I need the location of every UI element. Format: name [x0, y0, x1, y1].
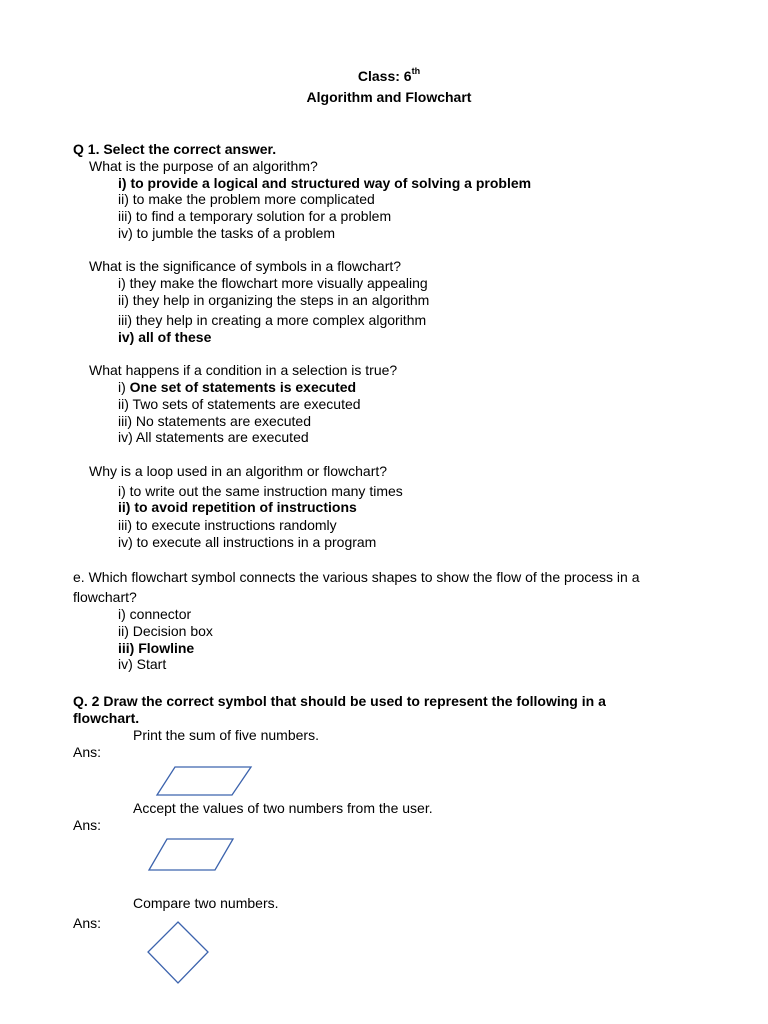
diamond-icon: [148, 922, 208, 983]
ans-label: Ans:: [73, 817, 102, 833]
question-text: What is the significance of symbols in a flowchart?: [89, 258, 402, 274]
answer-option: iv) to jumble the tasks of a problem: [118, 225, 336, 241]
q2-heading: Q. 2 Draw the correct symbol that should be used to represent the following in a: [73, 693, 606, 709]
q1-heading: Q 1. Select the correct answer.: [73, 141, 277, 157]
question-text: What is the purpose of an algorithm?: [89, 158, 318, 174]
answer-option: iii) to find a temporary solution for a problem: [118, 208, 392, 224]
ans-label: Ans:: [73, 744, 102, 760]
answer-option: iv) to execute all instructions in a program: [118, 534, 377, 550]
answer-option: ii) Decision box: [118, 623, 213, 639]
answer-option: ii) Two sets of statements are executed: [118, 396, 361, 412]
class-superscript: th: [411, 66, 421, 77]
answer-option: i) to provide a logical and structured way of solving a problem: [118, 175, 532, 191]
answer-option: ii) they help in organizing the steps in an algorithm: [118, 292, 430, 308]
answer-option: i) they make the flowchart more visually appealing: [118, 275, 428, 291]
answer-highlight: One set of statements is executed: [129, 379, 357, 395]
drawing-prompt: Accept the values of two numbers from the user.: [133, 800, 433, 816]
parallelogram-icon: [149, 839, 233, 870]
answer-option: iii) Flowline: [118, 640, 195, 656]
answer-option: iv) All statements are executed: [118, 429, 309, 445]
answer-option: ii) to avoid repetition of instructions: [118, 499, 357, 515]
drawing-prompt: Compare two numbers.: [133, 895, 279, 911]
question-text: e. Which flowchart symbol connects the various shapes to show the flow of the process in a: [73, 569, 640, 585]
drawing-prompt: Print the sum of five numbers.: [133, 727, 319, 743]
answer-option: i) connector: [118, 606, 192, 622]
answer-option: iii) No statements are executed: [118, 413, 311, 429]
class-label: Class: 6th: [357, 66, 421, 84]
page-title: Algorithm and Flowchart: [306, 89, 472, 105]
answer-option: iii) to execute instructions randomly: [118, 517, 337, 533]
answer-option: iii) they help in creating a more complex algorithm: [118, 312, 427, 328]
q2-heading: flowchart.: [73, 710, 140, 726]
ans-label: Ans:: [73, 915, 102, 931]
answer-option: iv) all of these: [118, 329, 212, 345]
parallelogram-icon: [157, 767, 251, 795]
answer-option: iv) Start: [118, 656, 167, 672]
answer-option: i) One set of statements is executed: [118, 379, 357, 395]
question-text: Why is a loop used in an algorithm or flowchart?: [89, 463, 388, 479]
question-text: flowchart?: [73, 589, 137, 605]
answer-option: i) to write out the same instruction many times: [118, 483, 403, 499]
answer-option: ii) to make the problem more complicated: [118, 191, 375, 207]
question-text: What happens if a condition in a selection is true?: [89, 362, 398, 378]
